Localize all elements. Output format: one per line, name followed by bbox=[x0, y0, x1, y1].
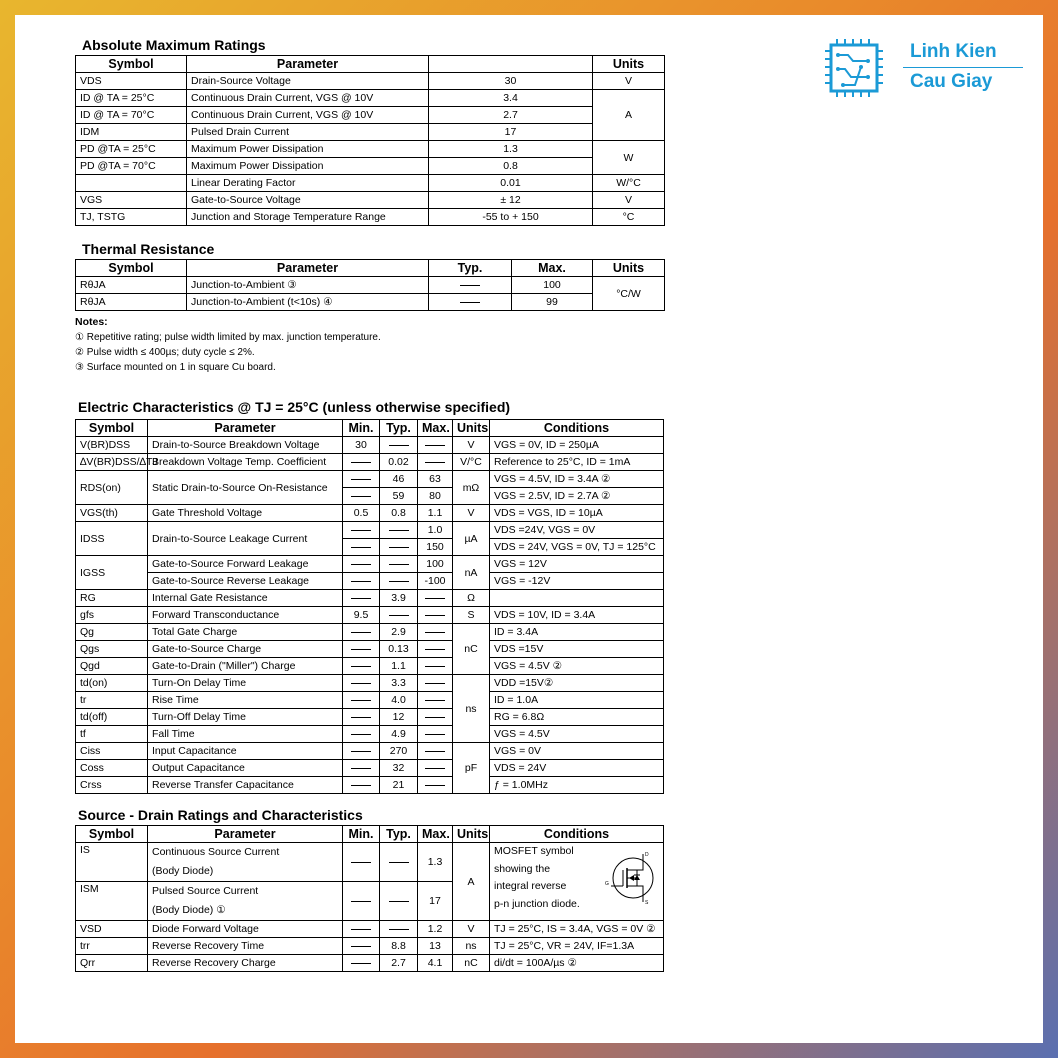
cell-typ: 2.9 bbox=[380, 624, 418, 641]
table-header bbox=[76, 260, 665, 277]
cell-parameter: Reverse Transfer Capacitance bbox=[148, 777, 343, 794]
cell-value: 0.8 bbox=[429, 158, 593, 175]
cell-conditions: RG = 6.8Ω bbox=[490, 709, 664, 726]
cell-typ: 59 bbox=[380, 488, 418, 505]
col-header: Min. bbox=[343, 420, 380, 437]
thermal-title: Thermal Resistance bbox=[82, 241, 215, 257]
cell-parameter: Drain-Source Voltage bbox=[187, 73, 429, 90]
elec-table bbox=[75, 419, 664, 794]
cell-max: 150 bbox=[418, 539, 453, 556]
mos-g-label: G bbox=[605, 881, 609, 887]
cell-max bbox=[418, 624, 453, 641]
table-row bbox=[76, 454, 664, 471]
logo-line1: Linh Kien bbox=[910, 41, 997, 62]
cell-value: 2.7 bbox=[429, 107, 593, 124]
cell-typ: 0.8 bbox=[380, 505, 418, 522]
col-header: Symbol bbox=[76, 826, 148, 843]
cell-parameter: Continuous Drain Current, VGS @ 10V bbox=[187, 90, 429, 107]
cell-unit: V/°C bbox=[453, 454, 490, 471]
cell-min bbox=[343, 539, 380, 556]
mos-s-label: S bbox=[645, 900, 649, 906]
cell-parameter: Turn-On Delay Time bbox=[148, 675, 343, 692]
cell-unit: V bbox=[453, 921, 490, 938]
table-row bbox=[76, 277, 665, 294]
table-row bbox=[76, 471, 664, 488]
param-line: Pulsed Source Current bbox=[152, 885, 259, 897]
cell-parameter: Gate-to-Source Charge bbox=[148, 641, 343, 658]
cell-typ bbox=[380, 607, 418, 624]
cell-unit: S bbox=[453, 607, 490, 624]
cell-max bbox=[418, 658, 453, 675]
cell-typ: 32 bbox=[380, 760, 418, 777]
col-header: Parameter bbox=[187, 260, 429, 277]
col-header: Max. bbox=[418, 826, 453, 843]
cell-symbol: td(off) bbox=[76, 709, 148, 726]
cell-max bbox=[418, 590, 453, 607]
cell-parameter: Input Capacitance bbox=[148, 743, 343, 760]
table-row bbox=[76, 294, 665, 311]
cell-typ: 3.3 bbox=[380, 675, 418, 692]
cell-value: 3.4 bbox=[429, 90, 593, 107]
cell-unit: W bbox=[593, 141, 665, 175]
cell-dash bbox=[343, 882, 380, 921]
cell-dash bbox=[343, 921, 380, 938]
cell-conditions: VDS = VGS, ID = 10µA bbox=[490, 505, 664, 522]
cell-dash bbox=[343, 938, 380, 955]
cell-value: -55 to + 150 bbox=[429, 209, 593, 226]
cond-line: p-n junction diode. bbox=[494, 897, 580, 910]
table-row bbox=[76, 107, 665, 124]
cell-parameter: Turn-Off Delay Time bbox=[148, 709, 343, 726]
logo-divider bbox=[903, 67, 1023, 68]
cell-typ: 4.0 bbox=[380, 692, 418, 709]
cell-conditions: ƒ = 1.0MHz bbox=[490, 777, 664, 794]
cell-parameter: Total Gate Charge bbox=[148, 624, 343, 641]
table-row bbox=[76, 209, 665, 226]
cell-unit: V bbox=[593, 192, 665, 209]
table-row bbox=[76, 692, 664, 709]
cell-symbol: Qgd bbox=[76, 658, 148, 675]
cell-parameter: Continuous Drain Current, VGS @ 10V bbox=[187, 107, 429, 124]
cell-min bbox=[343, 692, 380, 709]
table-row bbox=[76, 505, 664, 522]
cond-line: MOSFET symbol bbox=[494, 845, 574, 857]
note-item: ③ Surface mounted on 1 in square Cu board. bbox=[75, 362, 276, 373]
cell-max bbox=[418, 692, 453, 709]
table-row bbox=[76, 955, 664, 972]
cell-unit: °C bbox=[593, 209, 665, 226]
table-row bbox=[76, 556, 664, 573]
table-row bbox=[76, 921, 664, 938]
cell-parameter: Drain-to-Source Breakdown Voltage bbox=[148, 437, 343, 454]
cell-min bbox=[343, 743, 380, 760]
cell-conditions: VGS = 4.5V, ID = 3.4A ② bbox=[490, 471, 664, 488]
cell-conditions: VDS = 10V, ID = 3.4A bbox=[490, 607, 664, 624]
table-header bbox=[76, 826, 664, 843]
elec-title: Electric Characteristics @ TJ = 25°C (unless otherwise specified) bbox=[78, 399, 511, 415]
col-header: Symbol bbox=[76, 260, 187, 277]
sd-table bbox=[75, 825, 664, 972]
note-item: ① Repetitive rating; pulse width limited by max. junction temperature. bbox=[75, 332, 381, 343]
cell-symbol: ID @ TA = 70°C bbox=[76, 107, 187, 124]
cell-conditions bbox=[490, 590, 664, 607]
logo-line2: Cau Giay bbox=[910, 71, 993, 92]
table-row bbox=[76, 437, 664, 454]
cell-min: 30 bbox=[343, 437, 380, 454]
cell-symbol: VSD bbox=[76, 921, 148, 938]
col-header: Max. bbox=[512, 260, 593, 277]
cell-parameter: Breakdown Voltage Temp. Coefficient bbox=[148, 454, 343, 471]
cell-value: ± 12 bbox=[429, 192, 593, 209]
cell-parameter: Pulsed Drain Current bbox=[187, 124, 429, 141]
cell-min bbox=[343, 760, 380, 777]
thermal-table bbox=[75, 259, 665, 311]
cell-value: 30 bbox=[429, 73, 593, 90]
cell-symbol: trr bbox=[76, 938, 148, 955]
cell-unit: A bbox=[453, 843, 490, 921]
cell-max: 100 bbox=[512, 277, 593, 294]
cell-parameter: Fall Time bbox=[148, 726, 343, 743]
cell-symbol: RDS(on) bbox=[76, 471, 148, 505]
cell-conditions: VDS = 24V bbox=[490, 760, 664, 777]
cell-symbol bbox=[76, 175, 187, 192]
cell-dash bbox=[343, 843, 380, 882]
cell-max bbox=[418, 675, 453, 692]
cell-max: 4.1 bbox=[418, 955, 453, 972]
cell-symbol: VDS bbox=[76, 73, 187, 90]
cell-min: 0.5 bbox=[343, 505, 380, 522]
table-row bbox=[76, 777, 664, 794]
cell-value: 17 bbox=[429, 124, 593, 141]
col-header: Symbol bbox=[76, 420, 148, 437]
cell-symbol: V(BR)DSS bbox=[76, 437, 148, 454]
cell-min bbox=[343, 522, 380, 539]
cell-max bbox=[418, 454, 453, 471]
col-header: Units bbox=[453, 420, 490, 437]
cell-parameter: Reverse Recovery Time bbox=[148, 938, 343, 955]
table-row bbox=[76, 726, 664, 743]
cell-unit: W/°C bbox=[593, 175, 665, 192]
param-line: (Body Diode) bbox=[152, 865, 214, 877]
cell-typ: 4.9 bbox=[380, 726, 418, 743]
col-header: Units bbox=[453, 826, 490, 843]
table-row bbox=[76, 522, 664, 539]
cell-min bbox=[343, 658, 380, 675]
cell-unit: mΩ bbox=[453, 471, 490, 505]
cond-line: showing the bbox=[494, 862, 551, 875]
param-line: Continuous Source Current bbox=[152, 846, 280, 858]
mosfet-symbol-icon bbox=[603, 848, 663, 908]
brand-logo bbox=[823, 37, 1023, 103]
cell-max: 1.2 bbox=[418, 921, 453, 938]
cell-min bbox=[343, 777, 380, 794]
cell-max: 1.0 bbox=[418, 522, 453, 539]
cell-parameter: Diode Forward Voltage bbox=[148, 921, 343, 938]
cell-max: -100 bbox=[418, 573, 453, 590]
table-row bbox=[76, 743, 664, 760]
cell-parameter: Gate-to-Source Voltage bbox=[187, 192, 429, 209]
cell-typ: 270 bbox=[380, 743, 418, 760]
cell-parameter bbox=[148, 843, 343, 882]
cell-unit: nC bbox=[453, 624, 490, 675]
col-header: Parameter bbox=[148, 826, 343, 843]
cell-parameter: Linear Derating Factor bbox=[187, 175, 429, 192]
cell-symbol: Qrr bbox=[76, 955, 148, 972]
cell-symbol: VGS bbox=[76, 192, 187, 209]
cell-min bbox=[343, 675, 380, 692]
cell-unit: Ω bbox=[453, 590, 490, 607]
cell-max bbox=[418, 709, 453, 726]
cell-conditions: VDD =15V② bbox=[490, 675, 664, 692]
cell-typ: 46 bbox=[380, 471, 418, 488]
chip-icon bbox=[823, 37, 885, 99]
cell-unit: pF bbox=[453, 743, 490, 794]
cell-min bbox=[343, 590, 380, 607]
col-header: Parameter bbox=[187, 56, 429, 73]
table-row bbox=[76, 675, 664, 692]
notes bbox=[75, 315, 381, 375]
cell-max: 1.3 bbox=[418, 843, 453, 882]
cell-unit: nC bbox=[453, 955, 490, 972]
table-row bbox=[76, 760, 664, 777]
col-header: Typ. bbox=[380, 826, 418, 843]
cell-max: 80 bbox=[418, 488, 453, 505]
table-row bbox=[76, 73, 665, 90]
table-header bbox=[76, 56, 665, 73]
param-line: (Body Diode) ① bbox=[152, 904, 226, 916]
cell-min bbox=[343, 488, 380, 505]
cell-min bbox=[343, 573, 380, 590]
cell-symbol: ISM bbox=[76, 882, 148, 921]
cell-parameter: Forward Transconductance bbox=[148, 607, 343, 624]
notes-title: Notes: bbox=[75, 316, 108, 328]
cell-conditions: VGS = 4.5V bbox=[490, 726, 664, 743]
col-header: Units bbox=[593, 260, 665, 277]
cell-symbol: RθJA bbox=[76, 277, 187, 294]
cell-symbol: RθJA bbox=[76, 294, 187, 311]
table-header bbox=[76, 420, 664, 437]
cell-dash bbox=[429, 294, 512, 311]
cell-unit: V bbox=[453, 437, 490, 454]
cell-unit: °C/W bbox=[593, 277, 665, 311]
cell-max bbox=[418, 743, 453, 760]
cell-dash bbox=[429, 277, 512, 294]
cell-max: 99 bbox=[512, 294, 593, 311]
cell-unit: nA bbox=[453, 556, 490, 590]
cell-conditions: VGS = 0V, ID = 250µA bbox=[490, 437, 664, 454]
col-header: Conditions bbox=[490, 420, 664, 437]
cell-symbol: IS bbox=[76, 843, 148, 882]
cell-unit: V bbox=[593, 73, 665, 90]
cell-parameter: Internal Gate Resistance bbox=[148, 590, 343, 607]
cell-conditions: TJ = 25°C, VR = 24V, IF=1.3A bbox=[490, 938, 664, 955]
col-header: Units bbox=[593, 56, 665, 73]
cell-value: 0.01 bbox=[429, 175, 593, 192]
cell-symbol: IGSS bbox=[76, 556, 148, 590]
cell-min bbox=[343, 454, 380, 471]
cell-typ: 12 bbox=[380, 709, 418, 726]
table-row bbox=[76, 641, 664, 658]
cell-parameter: Maximum Power Dissipation bbox=[187, 141, 429, 158]
cell-symbol: VGS(th) bbox=[76, 505, 148, 522]
cell-unit: ns bbox=[453, 675, 490, 743]
cell-dash bbox=[380, 843, 418, 882]
col-header: Min. bbox=[343, 826, 380, 843]
cell-symbol: TJ, TSTG bbox=[76, 209, 187, 226]
cell-max: 100 bbox=[418, 556, 453, 573]
cell-unit: ns bbox=[453, 938, 490, 955]
cell-parameter: Junction and Storage Temperature Range bbox=[187, 209, 429, 226]
table-row bbox=[76, 843, 664, 882]
col-header bbox=[429, 56, 593, 73]
cell-conditions: di/dt = 100A/µs ② bbox=[490, 955, 664, 972]
cell-symbol: tr bbox=[76, 692, 148, 709]
cell-min bbox=[343, 641, 380, 658]
cell-conditions: VGS = 12V bbox=[490, 556, 664, 573]
cell-symbol: PD @TA = 70°C bbox=[76, 158, 187, 175]
cell-min: 9.5 bbox=[343, 607, 380, 624]
cell-typ bbox=[380, 437, 418, 454]
cell-conditions: TJ = 25°C, IS = 3.4A, VGS = 0V ② bbox=[490, 921, 664, 938]
col-header: Typ. bbox=[380, 420, 418, 437]
cell-typ: 0.02 bbox=[380, 454, 418, 471]
cell-parameter: Junction-to-Ambient ③ bbox=[187, 277, 429, 294]
cell-conditions: VGS = 0V bbox=[490, 743, 664, 760]
cell-parameter: Output Capacitance bbox=[148, 760, 343, 777]
table-row bbox=[76, 192, 665, 209]
cell-parameter: Drain-to-Source Leakage Current bbox=[148, 522, 343, 556]
cell-parameter: Gate-to-Drain ("Miller") Charge bbox=[148, 658, 343, 675]
cell-unit: A bbox=[593, 90, 665, 141]
cell-symbol: td(on) bbox=[76, 675, 148, 692]
cell-min bbox=[343, 471, 380, 488]
cell-symbol: tf bbox=[76, 726, 148, 743]
cell-max: 63 bbox=[418, 471, 453, 488]
cell-conditions: VDS = 24V, VGS = 0V, TJ = 125°C bbox=[490, 539, 664, 556]
cell-parameter: Junction-to-Ambient (t<10s) ④ bbox=[187, 294, 429, 311]
cell-dash bbox=[380, 882, 418, 921]
cell-parameter: Gate-to-Source Forward Leakage bbox=[148, 556, 343, 573]
table-row bbox=[76, 573, 664, 590]
cell-conditions: ID = 1.0A bbox=[490, 692, 664, 709]
cell-typ bbox=[380, 522, 418, 539]
cell-parameter: Gate Threshold Voltage bbox=[148, 505, 343, 522]
table-row bbox=[76, 175, 665, 192]
cell-parameter bbox=[148, 882, 343, 921]
cell-symbol: IDSS bbox=[76, 522, 148, 556]
cell-parameter: Rise Time bbox=[148, 692, 343, 709]
cell-max bbox=[418, 607, 453, 624]
cell-symbol: Ciss bbox=[76, 743, 148, 760]
cell-max bbox=[418, 641, 453, 658]
cell-parameter: Static Drain-to-Source On-Resistance bbox=[148, 471, 343, 505]
cell-symbol: Coss bbox=[76, 760, 148, 777]
cell-symbol: ∆V(BR)DSS/∆TJ bbox=[76, 454, 148, 471]
cell-conditions: VGS = 2.5V, ID = 2.7A ② bbox=[490, 488, 664, 505]
cell-parameter: Maximum Power Dissipation bbox=[187, 158, 429, 175]
cell-min bbox=[343, 556, 380, 573]
note-item: ② Pulse width ≤ 400µs; duty cycle ≤ 2%. bbox=[75, 347, 255, 358]
mos-d-label: D bbox=[645, 852, 649, 858]
datasheet-page bbox=[15, 15, 1043, 1043]
cell-symbol: Qgs bbox=[76, 641, 148, 658]
cell-parameter: Gate-to-Source Reverse Leakage bbox=[148, 573, 343, 590]
cell-typ: 2.7 bbox=[380, 955, 418, 972]
cell-typ: 8.8 bbox=[380, 938, 418, 955]
col-header: Max. bbox=[418, 420, 453, 437]
cell-max: 13 bbox=[418, 938, 453, 955]
table-row bbox=[76, 709, 664, 726]
cell-conditions: VDS =24V, VGS = 0V bbox=[490, 522, 664, 539]
cell-symbol: PD @TA = 25°C bbox=[76, 141, 187, 158]
cell-max bbox=[418, 760, 453, 777]
cell-typ bbox=[380, 539, 418, 556]
cell-dash bbox=[343, 955, 380, 972]
cell-typ: 21 bbox=[380, 777, 418, 794]
cond-line: integral reverse bbox=[494, 880, 567, 892]
cell-typ bbox=[380, 556, 418, 573]
cell-unit: µA bbox=[453, 522, 490, 556]
cell-min bbox=[343, 726, 380, 743]
col-header: Conditions bbox=[490, 826, 664, 843]
cell-symbol: RG bbox=[76, 590, 148, 607]
cell-max bbox=[418, 726, 453, 743]
cell-unit: V bbox=[453, 505, 490, 522]
cell-conditions: VDS =15V bbox=[490, 641, 664, 658]
cell-max: 17 bbox=[418, 882, 453, 921]
cell-min bbox=[343, 709, 380, 726]
cell-max bbox=[418, 777, 453, 794]
table-row bbox=[76, 607, 664, 624]
cell-symbol: Qg bbox=[76, 624, 148, 641]
cell-symbol: Crss bbox=[76, 777, 148, 794]
cell-symbol: IDM bbox=[76, 124, 187, 141]
amr-title: Absolute Maximum Ratings bbox=[82, 37, 266, 53]
col-header: Symbol bbox=[76, 56, 187, 73]
cell-conditions: ID = 3.4A bbox=[490, 624, 664, 641]
cell-parameter: Reverse Recovery Charge bbox=[148, 955, 343, 972]
table-row bbox=[76, 141, 665, 158]
col-header: Typ. bbox=[429, 260, 512, 277]
cell-typ: 1.1 bbox=[380, 658, 418, 675]
cell-conditions: VGS = 4.5V ② bbox=[490, 658, 664, 675]
sd-title: Source - Drain Ratings and Characteristics bbox=[78, 807, 363, 823]
table-row bbox=[76, 158, 665, 175]
cell-value: 1.3 bbox=[429, 141, 593, 158]
cell-conditions: Reference to 25°C, ID = 1mA bbox=[490, 454, 664, 471]
table-row bbox=[76, 658, 664, 675]
cell-symbol: gfs bbox=[76, 607, 148, 624]
cell-min bbox=[343, 624, 380, 641]
cell-typ: 0.13 bbox=[380, 641, 418, 658]
cell-typ bbox=[380, 573, 418, 590]
table-row bbox=[76, 124, 665, 141]
cell-conditions: VGS = -12V bbox=[490, 573, 664, 590]
table-row bbox=[76, 938, 664, 955]
table-row bbox=[76, 590, 664, 607]
table-row bbox=[76, 624, 664, 641]
cell-symbol: ID @ TA = 25°C bbox=[76, 90, 187, 107]
cell-max bbox=[418, 437, 453, 454]
cell-max: 1.1 bbox=[418, 505, 453, 522]
col-header: Parameter bbox=[148, 420, 343, 437]
cell-typ: 3.9 bbox=[380, 590, 418, 607]
table-row bbox=[76, 90, 665, 107]
amr-table bbox=[75, 55, 665, 226]
cell-dash bbox=[380, 921, 418, 938]
